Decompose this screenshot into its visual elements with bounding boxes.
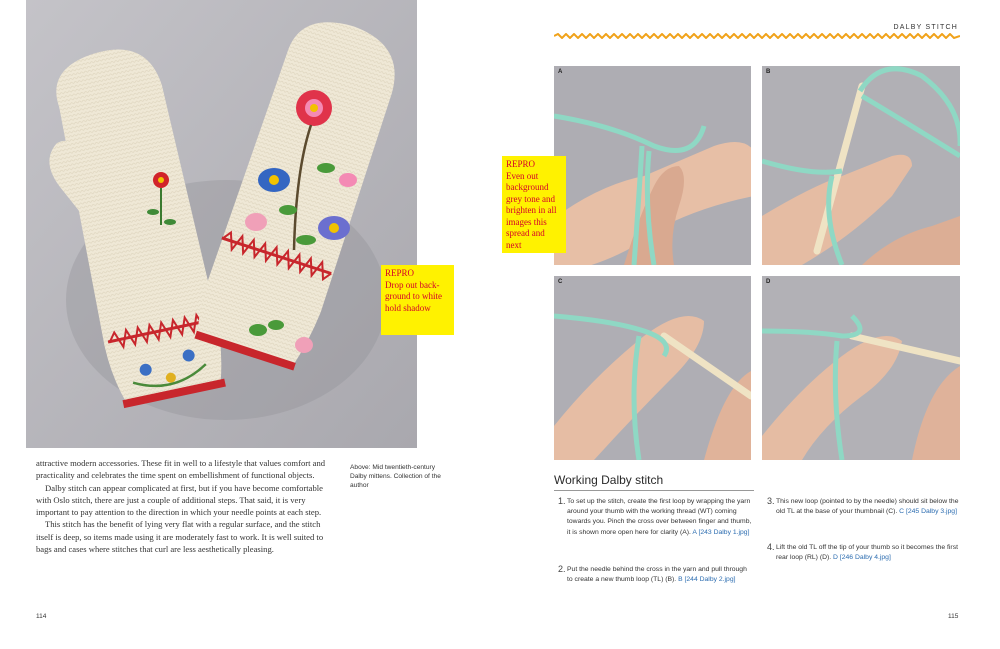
image-reference: A [243 Dalby 1.jpg] [692, 528, 750, 536]
step-text: To set up the stitch, create the first loop by wrapping the yarn around your thumb with the working thread (WT) coming towards you. Pinch the cross over between finger and thumb, it is shown more open here for clarity (A). [567, 498, 752, 536]
step-1 [558, 497, 754, 538]
section-title: Working Dalby stitch [554, 473, 664, 487]
repro-note-left: REPRO Drop out back-ground to white hold shadow [381, 265, 454, 335]
photo-panel-a [554, 66, 751, 265]
step-number: 2. [558, 564, 566, 574]
step-3 [767, 497, 963, 517]
body-paragraph-1: attractive modern accessories. These fit in well to a lifestyle that values comfort and practicality and celebrates the time spent on embellishment of functional objects. [36, 458, 326, 481]
mittens-photo [26, 0, 417, 448]
step-number: 1. [558, 496, 566, 506]
photo-panel-b [762, 66, 960, 265]
left-body-text [36, 457, 338, 555]
image-reference: D [246 Dalby 4.jpg] [833, 554, 891, 562]
section-title-rule [554, 490, 754, 491]
step-4 [767, 543, 963, 563]
left-folio: 114 [36, 613, 47, 620]
step-number: 3. [767, 496, 775, 506]
image-reference: B [244 Dalby 2.jpg] [678, 576, 736, 584]
photo-panel-d [762, 276, 960, 460]
right-zigzag-rule [554, 33, 960, 39]
right-running-head: DALBY STITCH [893, 24, 958, 31]
step-number: 4. [767, 542, 775, 552]
image-reference: C [245 Dalby 3.jpg] [899, 508, 957, 516]
right-folio: 115 [948, 613, 959, 620]
panel-label-d: D [766, 279, 771, 285]
body-paragraph-2: Dalby stitch can appear complicated at first, but if you have become comfortable with Oslo stitch, there are just a couple of additional steps. That said, it is very important to pay attention to the direction in which your needle points at each step. [36, 482, 323, 518]
step-2 [558, 565, 754, 585]
photo-caption: Above: Mid twentieth-century Dalby mittens. Collection of the author [350, 464, 441, 489]
step-text: Put the needle behind the cross in the yarn and pull through to create a new thumb loop (TL) (B). [567, 566, 747, 584]
panel-label-c: C [558, 279, 563, 285]
panel-label-a: A [558, 69, 563, 75]
body-paragraph-3: This stitch has the benefit of lying very flat with a regular surface, and the stitch itself is deep, so items made using it are moderately fast to work. It is well suited to bags and cases where stitches that curl are less aesthetically pleasing. [36, 519, 324, 555]
panel-label-b: B [766, 69, 771, 75]
photo-panel-c [554, 276, 751, 460]
step-text: Lift the old TL off the tip of your thumb so it becomes the first rear loop (RL) (D). [776, 544, 958, 562]
repro-note-right: REPRO Even out background grey tone and brighten in all images this spread and next [502, 156, 566, 253]
step-text: This new loop (pointed to by the needle) should sit below the old TL at the base of your thumbnail (C). [776, 498, 959, 516]
